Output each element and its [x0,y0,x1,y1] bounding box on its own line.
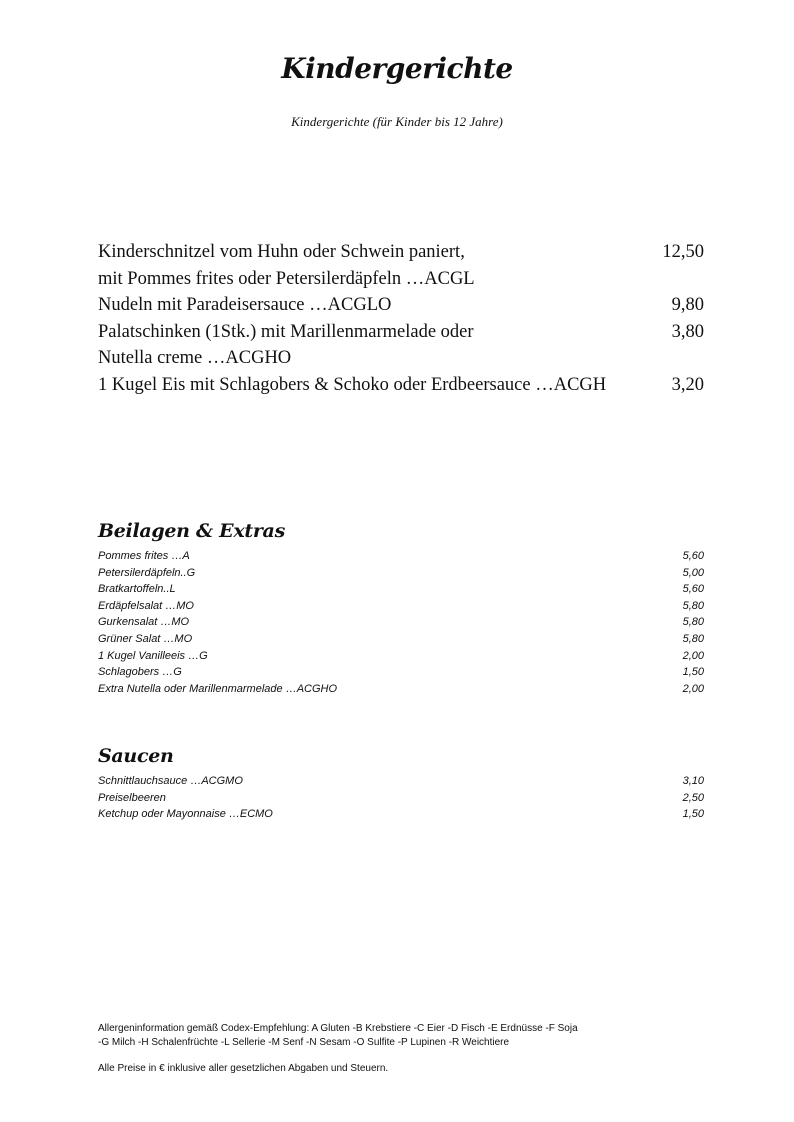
list-item [98,345,704,372]
page-title: Kindergerichte [281,52,513,85]
item-text: Kinderschnitzel vom Huhn oder Schwein paniert, [98,242,465,262]
item-text: Bratkartoffeln..L [98,583,176,596]
item-price: 3,20 [671,374,704,395]
tax-note: Alle Preise in € inklusive aller gesetzlichen Abgaben und Steuern. [98,1063,389,1074]
item-text: Schlagobers …G [98,666,182,679]
page-subtitle: Kindergerichte (für Kinder bis 12 Jahre) [291,114,503,129]
item-price: 5,00 [682,566,704,579]
item-text: Extra Nutella oder Marillenmarmelade …ACGHO [98,682,338,695]
item-price: 5,60 [682,550,704,562]
item-price: 1,50 [682,666,704,679]
list-item [98,239,704,266]
allergen-line: Allergeninformation gemäß Codex-Empfehlung: A Gluten -B Krebstiere -C Eier -D Fisch -E Erdnüsse -F Soja [98,1023,578,1034]
list-item [98,614,704,631]
item-text: Preiselbeeren [98,791,166,804]
item-price: 2,00 [682,649,704,662]
saucen-list [98,773,704,823]
item-price: 5,60 [682,583,704,596]
item-text: Grüner Salat …MO [98,632,193,645]
item-price: 9,80 [671,295,704,315]
list-item [98,790,704,807]
item-text: Nutella creme …ACGHO [98,348,292,368]
item-text: Gurkensalat …MO [98,616,190,629]
item-text: Palatschinken (1Stk.) mit Marillenmarmelade oder [98,321,474,342]
item-price: 5,80 [682,616,704,629]
item-text: Petersilerdäpfeln..G [98,566,196,579]
list-item [98,292,704,319]
list-item [98,319,704,346]
item-text: 1 Kugel Vanilleeis …G [98,649,208,662]
list-item [98,664,704,681]
item-text: Ketchup oder Mayonnaise …ECMO [98,808,273,821]
list-item [98,631,704,648]
item-price: 12,50 [662,242,704,262]
list-item [98,581,704,598]
item-price: 3,10 [682,775,704,787]
item-price: 5,80 [682,632,704,645]
list-item [98,548,704,565]
beilagen-heading: Beilagen & Extras [98,520,285,542]
main-dish-list [98,239,704,398]
list-item [98,681,704,698]
list-item [98,773,704,790]
item-text: Erdäpfelsalat …MO [98,599,194,612]
item-price: 3,80 [671,321,704,342]
allergen-info [98,1022,718,1050]
item-text: Pommes frites …A [98,550,190,562]
item-price: 5,80 [682,599,704,612]
allergen-line: -G Milch -H Schalenfrüchte -L Sellerie -M Senf -N Sesam -O Sulfite -P Lupinen -R Weichtiere [98,1037,510,1048]
list-item [98,806,704,823]
item-text: Nudeln mit Paradeisersauce …ACGLO [98,295,392,315]
item-price: 1,50 [682,808,704,821]
list-item [98,598,704,615]
item-text: 1 Kugel Eis mit Schlagobers & Schoko oder Erdbeersauce …ACGH [98,374,607,395]
list-item [98,648,704,665]
list-item [98,372,704,399]
saucen-heading: Saucen [98,745,174,767]
item-text: Schnittlauchsauce …ACGMO [98,775,243,787]
item-text: mit Pommes frites oder Petersilerdäpfeln …ACGL [98,268,475,289]
list-item [98,565,704,582]
list-item [98,266,704,293]
item-price: 2,00 [682,682,704,695]
item-price: 2,50 [682,791,704,804]
beilagen-list [98,548,704,697]
